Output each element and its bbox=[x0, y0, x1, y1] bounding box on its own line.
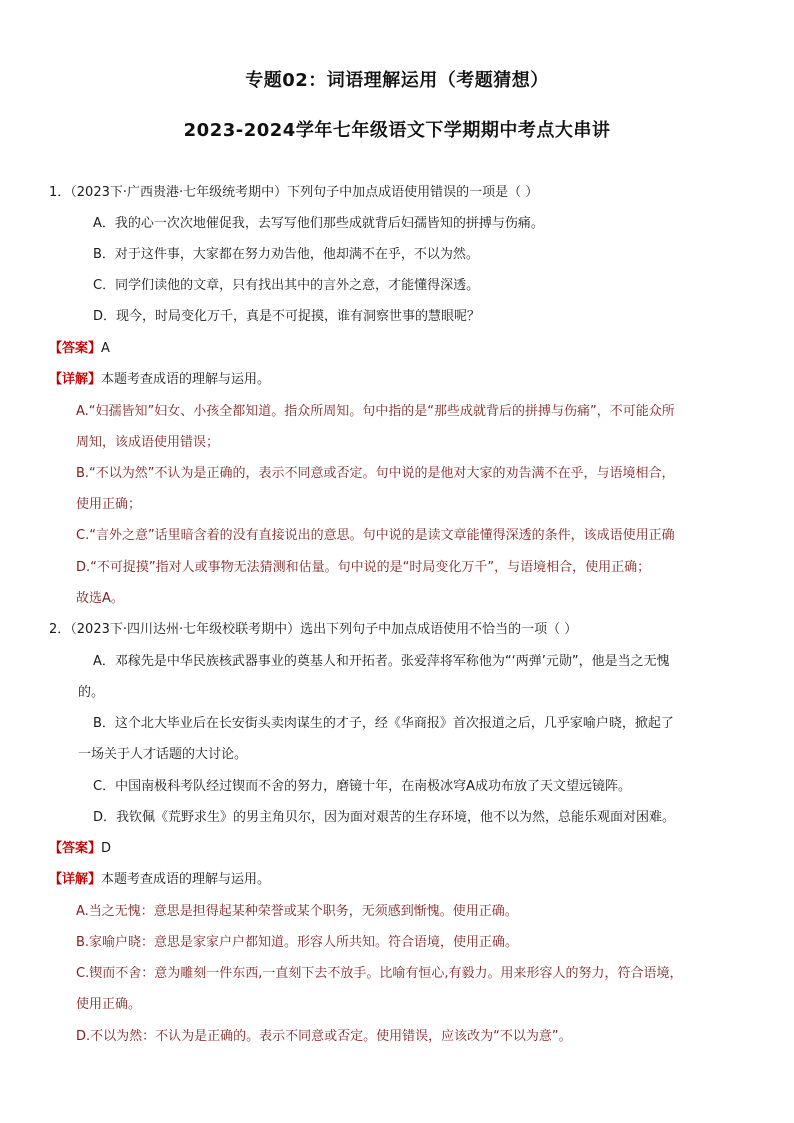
question-2-option-d: D．我钦佩《荒野求生》的男主角贝尔，因为面对艰苦的生存环境，他不以为然，总能乐观面对困难。 bbox=[93, 810, 676, 825]
question-2-explanation-b: B.家喻户晓：意思是家家户户都知道。形容人所共知。符合语境，使用正确。 bbox=[76, 935, 519, 950]
detail-text: 本题考查成语的理解与运用。 bbox=[101, 872, 271, 887]
question-2-explanation-c-line2: 使用正确。 bbox=[76, 997, 142, 1012]
question-1-explanation-a-line1: A.“妇孺皆知”妇女、小孩全都知道。指众所周知。句中指的是“那些成就背后的拼搏与伤痛”，不可能众所 bbox=[76, 404, 675, 419]
question-1-option-a: A．我的心一次次地催促我，去写写他们那些成就背后妇孺皆知的拼搏与伤痛。 bbox=[93, 216, 544, 231]
question-2-detail bbox=[49, 868, 270, 887]
question-2-option-a-line2: 的。 bbox=[78, 685, 105, 700]
answer-label: 【答案】 bbox=[49, 841, 102, 856]
question-1-option-b: B．对于这件事，大家都在努力劝告他，他却满不在乎，不以为然。 bbox=[93, 247, 479, 262]
question-1-stem: 1．（2023下·广西贵港·七年级统考期中）下列句子中加点成语使用错误的一项是（ ） bbox=[49, 185, 539, 200]
question-2-answer bbox=[49, 837, 111, 856]
question-2-stem: 2．（2023下·四川达州·七年级校联考期中）选出下列句子中加点成语使用不恰当的一项（ ） bbox=[49, 622, 578, 637]
question-1-explanation-b-line1: B.“不以为然”不认为是正确的，表示不同意或否定。句中说的是他对大家的劝告满不在乎，与语境相合， bbox=[76, 466, 675, 481]
question-2-option-a-line1: A．邓稼先是中华民族核武器事业的奠基人和开拓者。张爱萍将军称他为“‘两弹’元勋”，他是当之无愧 bbox=[93, 654, 670, 669]
question-1-option-c: C．同学们读他的文章，只有找出其中的言外之意，才能懂得深透。 bbox=[93, 278, 480, 293]
answer-label: 【答案】 bbox=[49, 341, 102, 356]
question-2-option-c: C．中国南极科考队经过锲而不舍的努力，磨镜十年，在南极冰穹A成功布放了天文望远镜阵。 bbox=[93, 779, 631, 794]
question-1-detail bbox=[49, 368, 270, 387]
page-subtitle: 2023-2024学年七年级语文下学期期中考点大串讲 bbox=[183, 120, 611, 141]
question-1-explanation-a-line2: 周知，该成语使用错误； bbox=[76, 435, 220, 450]
question-2-option-b-line2: 一场关于人才话题的大讨论。 bbox=[78, 747, 248, 762]
question-1-explanation-c: C.“言外之意”话里暗含着的没有直接说出的意思。句中说的是读文章能懂得深透的条件，该成语使用正确 bbox=[76, 528, 675, 543]
question-1-explanation-b-line2: 使用正确； bbox=[76, 497, 142, 512]
question-1-explanation-d: D.“不可捉摸”指对人或事物无法猜测和估量。句中说的是“时局变化万千”，与语境相合，使用正确； bbox=[76, 560, 651, 575]
page-title: 专题02：词语理解运用（考题猜想） bbox=[245, 70, 549, 91]
detail-label: 【详解】 bbox=[49, 872, 102, 887]
question-2-option-b-line1: B．这个北大毕业后在长安街头卖肉谋生的才子，经《华商报》首次报道之后，几乎家喻户晓，掀起了 bbox=[93, 716, 674, 731]
question-2-explanation-c-line1: C.锲而不舍：意为雕刻一件东西,一直刻下去不放手。比喻有恒心,有毅力。用来形容人的努力，符合语境， bbox=[76, 966, 683, 981]
question-2-explanation-a: A.当之无愧：意思是担得起某种荣誉或某个职务，无须感到惭愧。使用正确。 bbox=[76, 904, 518, 919]
detail-text: 本题考查成语的理解与运用。 bbox=[101, 372, 271, 387]
answer-value: D bbox=[101, 841, 112, 856]
question-2-explanation-d: D.不以为然：不认为是正确的。表示不同意或否定。使用错误，应该改为“不以为意”。 bbox=[76, 1029, 572, 1044]
detail-label: 【详解】 bbox=[49, 372, 102, 387]
question-1-answer bbox=[49, 337, 110, 356]
answer-value: A bbox=[101, 341, 110, 356]
question-1-option-d: D．现今，时局变化万千，真是不可捉摸，谁有洞察世事的慧眼呢？ bbox=[93, 309, 481, 324]
question-1-conclusion: 故选A。 bbox=[76, 591, 124, 606]
